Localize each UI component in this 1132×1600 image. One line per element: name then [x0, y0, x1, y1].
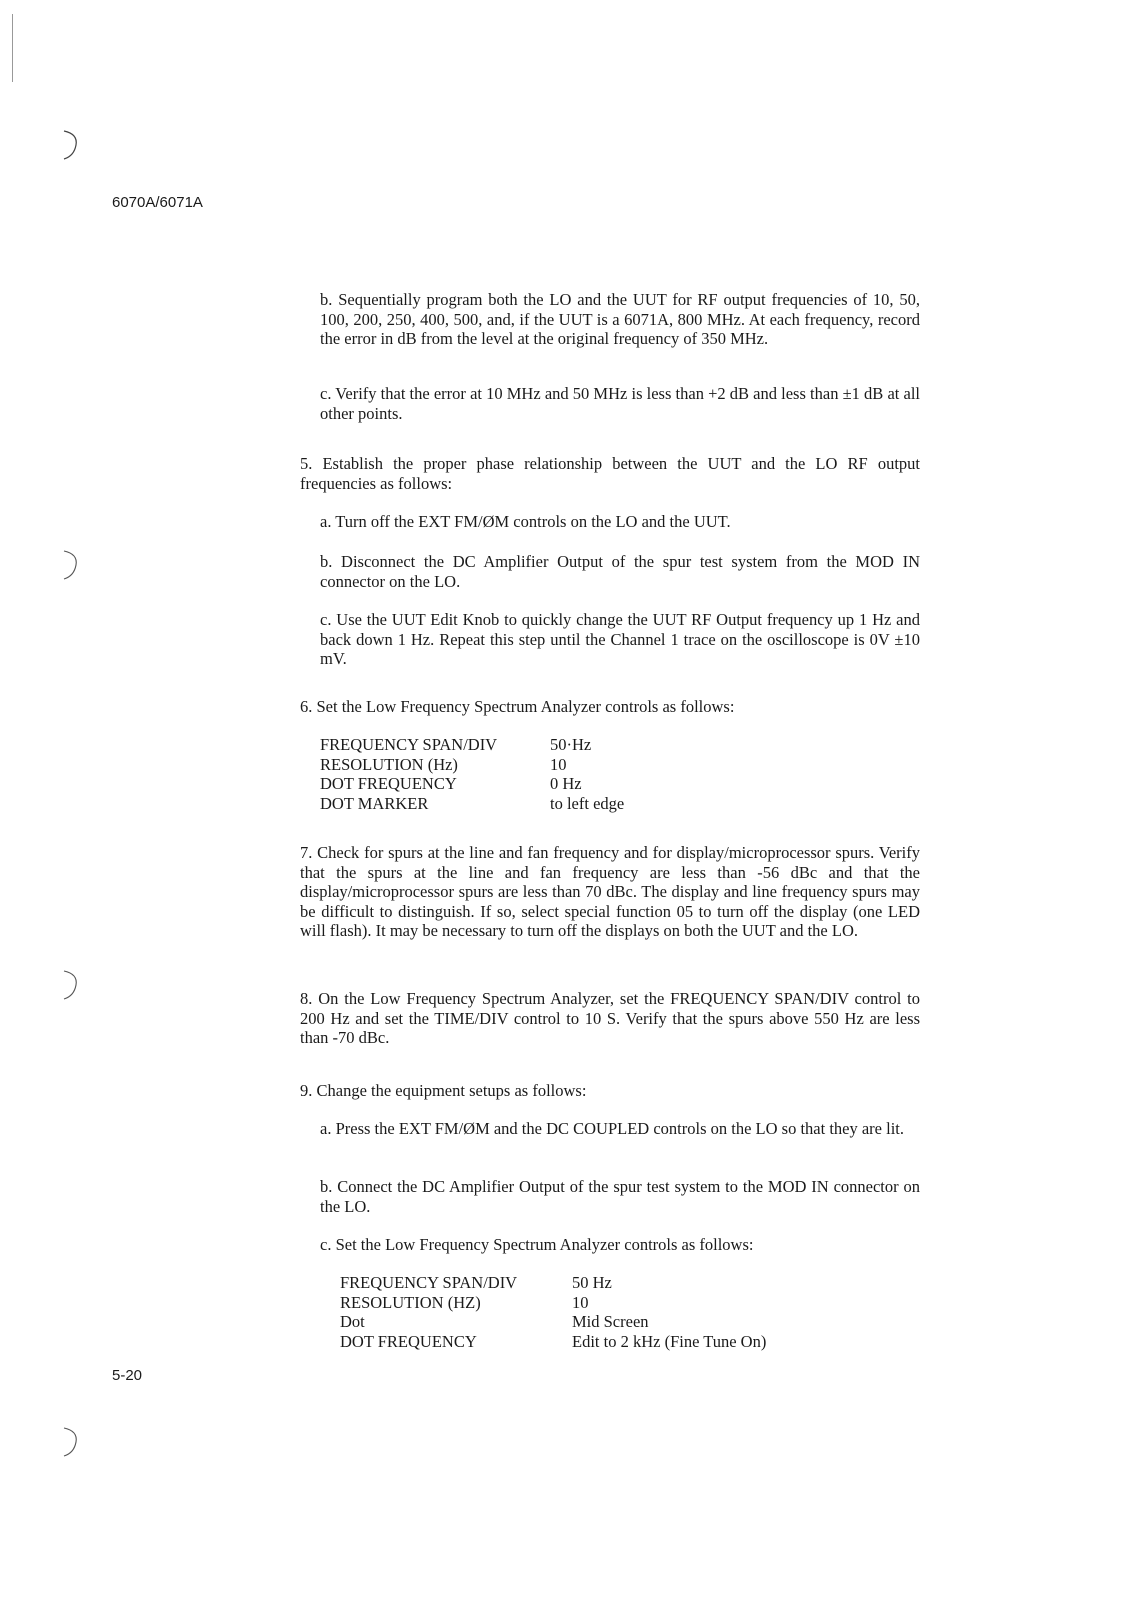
table-row	[320, 794, 624, 814]
control-name: RESOLUTION (Hz)	[320, 754, 458, 774]
step-9c-text: c. Set the Low Frequency Spectrum Analyzer controls as follows:	[320, 1235, 754, 1254]
step-5-text: 5. Establish the proper phase relationship between the UUT and the LO RF output frequencies as follows:	[300, 454, 920, 493]
control-name: RESOLUTION (HZ)	[340, 1292, 481, 1312]
control-value: to left edge	[550, 793, 625, 813]
control-value: 50·Hz	[550, 735, 592, 754]
binder-hole-mark	[60, 968, 82, 1002]
step-5a-text: a. Turn off the EXT FM/ØM controls on the LO and the UUT.	[320, 512, 731, 531]
step-9-text: 9. Change the equipment setups as follows:	[300, 1081, 587, 1100]
binder-edge-line	[12, 14, 13, 82]
table-row	[320, 735, 624, 755]
control-name: DOT MARKER	[320, 793, 429, 813]
control-name: FREQUENCY SPAN/DIV	[340, 1273, 518, 1292]
binder-hole-mark	[60, 128, 82, 162]
table-row	[340, 1293, 766, 1313]
control-value: 10	[550, 754, 567, 774]
step-6-settings-table	[320, 735, 624, 813]
step-9c-settings-table	[340, 1273, 766, 1351]
table-row	[340, 1332, 766, 1352]
step-8-text: 8. On the Low Frequency Spectrum Analyzer, set the FREQUENCY SPAN/DIV control to 200 Hz and set the TIME/DIV control to 10 S. Verify that the spurs above 550 Hz are less than -70 dBc.	[300, 989, 920, 1047]
table-row	[340, 1273, 766, 1293]
document-model-header: 6070A/6071A	[112, 194, 203, 211]
table-row	[320, 755, 624, 775]
step-7-text: 7. Check for spurs at the line and fan frequency and for display/microprocessor spurs. Verify that the spurs at the line and fan frequency are less than -56 dBc and that the display/microprocessor spurs are less than 70 dBc. The display and line frequency spurs may be difficult to distinguish. If so, select special function 05 to turn off the display (one LED will flash). It may be necessary to turn off the displays on both the UUT and the LO.	[300, 843, 920, 940]
control-value: 0 Hz	[550, 774, 582, 793]
step-4b-text: b. Sequentially program both the LO and the UUT for RF output frequencies of 10, 50, 100, 200, 250, 400, 500, and, if the UUT is a 6071A, 800 MHz. At each frequency, record the error in dB from the level at the original frequency of 350 MHz.	[320, 290, 920, 348]
step-5c-text: c. Use the UUT Edit Knob to quickly change the UUT RF Output frequency up 1 Hz and back down 1 Hz. Repeat this step until the Channel 1 trace on the oscilloscope is 0V ±10 mV.	[320, 610, 920, 668]
binder-hole-mark	[60, 548, 82, 582]
control-value: 50 Hz	[572, 1273, 612, 1292]
control-value: 10	[572, 1292, 589, 1312]
control-name: Dot	[340, 1312, 365, 1331]
step-4c-text: c. Verify that the error at 10 MHz and 50 MHz is less than +2 dB and less than ±1 dB at all other points.	[320, 384, 920, 423]
table-row	[340, 1312, 766, 1332]
table-row	[320, 774, 624, 794]
binder-hole-mark	[60, 1425, 82, 1459]
step-9a-text: a. Press the EXT FM/ØM and the DC COUPLED controls on the LO so that they are lit.	[320, 1119, 905, 1138]
control-name: DOT FREQUENCY	[340, 1331, 477, 1351]
step-9b-text: b. Connect the DC Amplifier Output of the spur test system to the MOD IN connector on the LO.	[320, 1177, 920, 1216]
control-name: FREQUENCY SPAN/DIV	[320, 735, 498, 754]
control-value: Mid Screen	[572, 1312, 649, 1331]
control-name: DOT FREQUENCY	[320, 774, 457, 793]
step-5b-text: b. Disconnect the DC Amplifier Output of the spur test system from the MOD IN connector on the LO.	[320, 552, 920, 591]
control-value: Edit to 2 kHz (Fine Tune On)	[572, 1331, 767, 1351]
page-number: 5-20	[112, 1367, 143, 1384]
step-6-text: 6. Set the Low Frequency Spectrum Analyzer controls as follows:	[300, 697, 735, 716]
